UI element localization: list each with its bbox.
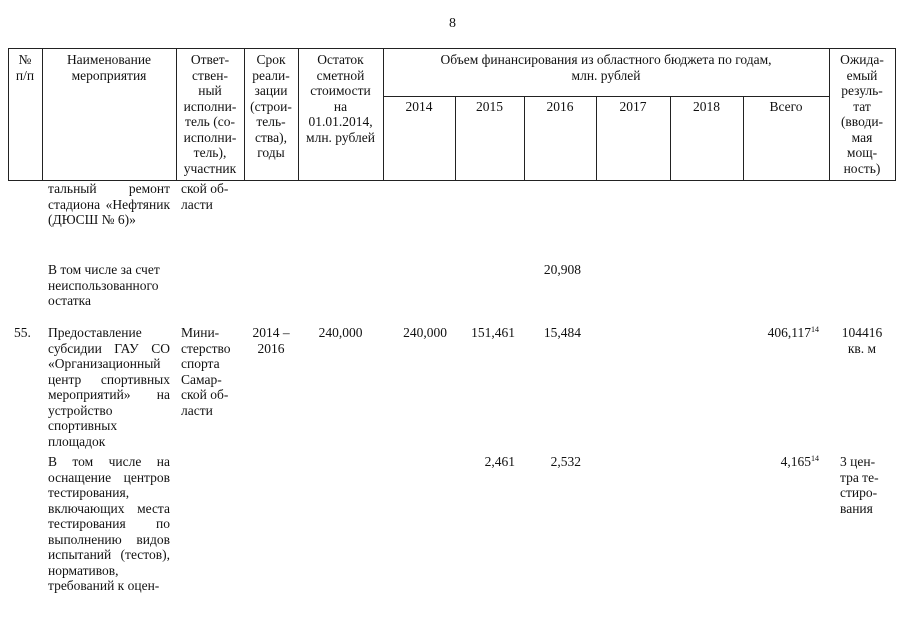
- row-55-remainder: 240,000: [318, 325, 363, 340]
- row-55-2014: 240,000: [403, 325, 447, 340]
- row-55-total: 406,117$^{14}$: [767, 325, 819, 340]
- row-sub2-name: В том числе на оснащение центров тестирования, включающих места тестирования по выполнению видов испытаний (тестов), нормативов, требований к оцен-: [48, 454, 170, 593]
- row-sub2-2016: 2,532: [550, 454, 581, 469]
- header-year-2017: 2017: [619, 99, 647, 114]
- row-sub2-total: 4,165$^{14}$: [780, 454, 819, 469]
- page-number: 8: [449, 16, 456, 31]
- row-55-num: 55.: [14, 325, 31, 340]
- header-funding: Объем финансирования из областного бюджета по годам, млн. рублей: [440, 52, 772, 83]
- header-year-2015: 2015: [476, 99, 503, 114]
- row-55-term: 2014 – 2016: [252, 325, 290, 356]
- row-cont-executor: ской об- ласти: [181, 181, 229, 212]
- row-55-name: Предоставление субсидии ГАУ СО «Организационный центр спортивных мероприятий» на устройство спортивных площадок: [48, 325, 170, 449]
- row-55-total-footnote: 14: [811, 325, 819, 334]
- header-name: Наименование мероприятия: [66, 52, 152, 83]
- header-term: Срок реали- зации (строи- тель- ства), годы: [250, 52, 292, 160]
- row-sub2-total-footnote: 14: [811, 454, 819, 463]
- header-remainder: Остаток сметной стоимости на 01.01.2014, млн. рублей: [306, 52, 375, 145]
- row-55-executor: Мини- стерство спорта Самар- ской об- ласти: [181, 325, 231, 418]
- header-total: Всего: [769, 99, 803, 114]
- header-year-2016: 2016: [546, 99, 574, 114]
- header-num: № п/п: [15, 52, 35, 83]
- row-55-2016: 15,484: [543, 325, 581, 340]
- row-sub1-name: В том числе за счет неиспользованного остатка: [48, 262, 160, 308]
- header-result: Ожида- емый резуль- тат (вводи- мая мощ- ность): [840, 52, 884, 176]
- row-55-2015: 151,461: [471, 325, 515, 340]
- row-cont-name: тальный ремонт стадиона «Нефтяник (ДЮСШ № 6)»: [48, 181, 170, 227]
- header-year-2018: 2018: [693, 99, 720, 114]
- header-year-2014: 2014: [405, 99, 433, 114]
- row-sub1-2016: 20,908: [543, 262, 581, 277]
- row-sub2-result: 3 цен- тра те- стиро- вания: [840, 454, 879, 516]
- header-executor: Ответ- ствен- ный исполни- тель (со- исполни- тель), участник: [183, 52, 237, 176]
- row-55-result: 104416 кв. м: [841, 325, 883, 356]
- row-sub2-2015: 2,461: [484, 454, 515, 469]
